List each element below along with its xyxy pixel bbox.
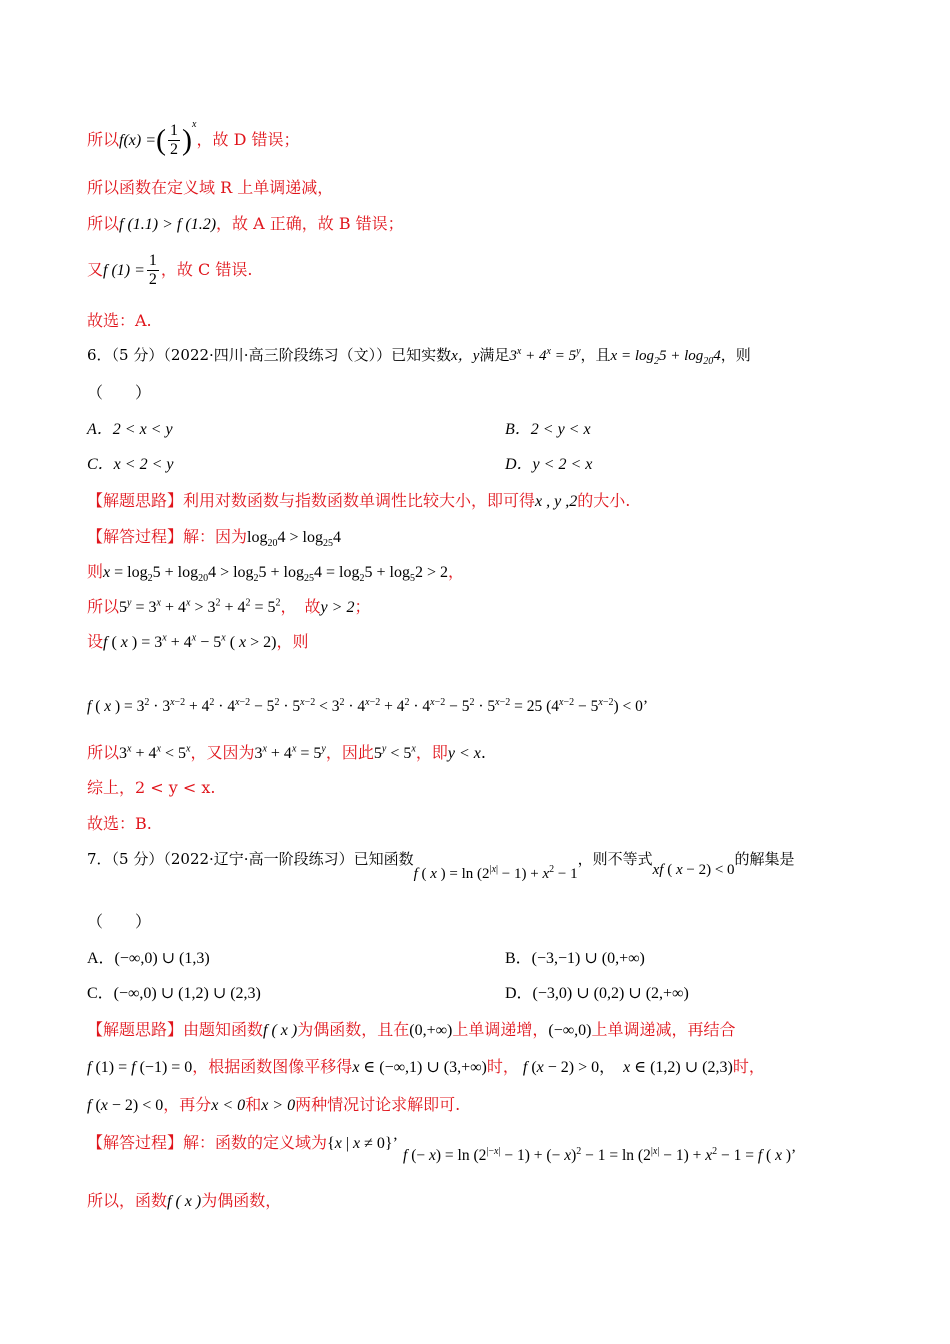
process-text: 解：函数的定义域为 [183,1133,328,1152]
question-7-header: 7．（5 分）（2022·辽宁·高一阶段练习）已知函数 [87,850,414,868]
question-7-idea [87,1019,863,1042]
denominator: 2 [170,141,179,158]
text-so-function: 所以，函数 [87,1191,168,1210]
text-so-2: ， 故 [280,597,321,616]
left-paren: ( [156,123,167,157]
solution-line-compare [87,213,863,236]
text-namely: ，即 [415,743,448,762]
idea-text-1: 由题知函数 [183,1020,264,1039]
exponent-x: x [192,118,197,130]
math-f1: f (1) = f (−1) = 0 [87,1059,193,1076]
idea-text: 利用对数函数与指数函数单调性比较大小，即可得 [183,491,536,510]
right-paren: ) [182,123,193,157]
math-fn-def: f ( x ) = $\ln (2^{|x|} - 1) + x^2 - 1$ [413,864,578,882]
answer-q5: 故选：A. [87,311,152,330]
solution-line-f1 [87,250,863,290]
question-6-idea [87,490,863,513]
question-7-stem [87,848,863,888]
math-eq: ) = [135,132,157,149]
math-range-2: x ∈ (1,2) ∪ (2,3) [623,1059,733,1076]
text-d-wrong: ，故 D 错误； [196,130,300,149]
idea-end: 的大小. [577,491,631,510]
idea-tag: 【解题思路】 [87,491,184,510]
idea-text-2: 为偶函数，且在 [297,1020,410,1039]
math-y-gt-2: y > 2 [320,599,355,616]
option-a-text: A．2 < x < y [87,421,173,438]
option-7c [87,983,863,1005]
text-is-even: 为偶函数， [201,1191,282,1210]
text-then: 则 [87,562,104,581]
math-step-2: $5^y = 3^x + 4^x > 3^2 + 4^2 = 5^2$ [119,597,281,616]
text-and: ，且 [580,346,611,364]
idea-text-3: 上单调递增， [452,1020,549,1039]
question-6-stem [87,344,863,367]
text-a-correct: ，故 A 正确，故 B 错误； [216,214,404,233]
summary-text: 综上，2 < y < x. [87,778,216,797]
math-fx: f ( x ) [263,1022,298,1039]
text-also: 又 [87,260,104,279]
math-log-compare: $\log_{20}4 > \log_{25}4$ [247,529,341,550]
option-a-text: A．(−∞,0) ∪ (1,3) [87,950,210,967]
option-7d: D．(−3,0) ∪ (0,2) ∪ (2,+∞) [505,985,689,1002]
math-vars: x，y [451,348,480,364]
math-paren: ( [123,132,129,149]
option-6b: B．2 < y < x [505,421,591,438]
text-therefore: ，因此 [325,743,374,762]
math-f11-gt-f12: f (1.1) > f (1.2) [119,216,217,233]
question-7-even [87,1190,863,1213]
step-5 [87,742,863,765]
step-2 [87,596,863,619]
text-and: 和 [245,1095,262,1114]
text-satisfy: 满足 [479,346,510,364]
punct: ； [354,597,371,616]
option-c-text: C．(−∞,0) ∪ (1,2) ∪ (2,3) [87,985,261,1002]
idea-text-4: 上单调递减，再结合 [591,1020,736,1039]
option-7a [87,948,863,970]
text-when: 时， [486,1057,519,1076]
math-x-log: $x = \log_25 + \log_{20}4$ [610,348,721,367]
math-step-3: f ( x ) = $3^x + 4^x - 5^x$ ( x > 2) [103,632,277,651]
text-so: 所以 [87,130,120,149]
numerator: 1 [170,122,179,139]
idea-tag: 【解题思路】 [87,1020,184,1039]
math-f1-eq: f (1) = [103,262,145,279]
question-7-idea-2 [87,1056,863,1079]
step-4-inequality: f ( x ) = $3^2 \cdot 3^{x-2} + 4^2 \cdot 4^{x-2} - 5^2 \cdot 5^{x-2} < 3^2 \cdot 4^{x-2} + 4^2 \cdot 4^{x-2} - 5^2 \cdot 5^{x-2} = 25$ $(4^{x-2} - 5^{x-2}) < 0$’ [87,696,649,715]
math-3x4x-eq-5y: $3^x + 4^x = 5^y$ [254,743,326,762]
text-so: 所以 [87,743,120,762]
answer-q6: 故选：B. [87,814,152,833]
option-6a [87,419,863,441]
text-shift: ，根据函数图像平移得 [192,1057,353,1076]
question-6-process [87,526,863,549]
math-x-lt-0: x < 0 [211,1097,246,1114]
solution-line-f-equals-half-power-x [87,118,863,162]
text-then: ，则 [720,346,751,364]
text-c-wrong: ，故 C 错误. [160,260,253,279]
text-when-2: 时， [732,1057,765,1076]
text-two-cases: 两种情况讨论求解即可. [295,1095,461,1114]
math-f: f [119,132,124,149]
math-0-inf: (0,+∞) [409,1022,453,1039]
math-domain: {x | x ≠ 0}’ [327,1135,398,1152]
math-fx2-lt-0: f (x − 2) < 0 [87,1097,164,1114]
question-7-process [87,1132,863,1168]
math-step-1: $x = \log_25 + \log_{20}4 > \log_25 + \log_{25}4 = \log_25 + \log_52 > 2$ [103,564,448,585]
denominator: 2 [148,271,157,288]
math-3x4x-lt-5x: $3^x + 4^x < 5^x$ [119,743,191,762]
text-inequality: ，则不等式 [577,850,653,868]
option-6c [87,454,863,476]
step-3 [87,631,863,654]
text-so: 所以 [87,214,120,233]
step-6-summary [87,777,863,799]
option-7b: B．(−3,−1) ∪ (0,+∞) [505,950,645,967]
text-so: 所以 [87,597,120,616]
math-x-gt-0: x > 0 [261,1097,296,1114]
text-let: 设 [87,632,104,651]
fraction-one-half [168,122,180,159]
question-6-paren: （ ） [87,383,152,402]
math-even-check: f (− $x) = \ln (2^{|-x|} - 1)$ + (− $x)^2 - 1 = \ln (2^{|x|} - 1) + x^2 - 1 = f$ ( x )’ [403,1145,797,1164]
process-tag: 【解答过程】 [87,1133,184,1152]
text-solution-set: 的解集是 [734,850,795,868]
math-range-1: x ∈ (−∞,1) ∪ (3,+∞) [352,1059,487,1076]
math-fx2-gt-0: f (x − 2) > 0， [522,1059,624,1076]
fraction-one-half [147,252,159,289]
idea-vars: x , y ,2 [535,493,578,510]
question-7-paren: （ ） [87,912,152,931]
math-fx: f ( x ) [167,1193,202,1210]
option-6d: D．y < 2 < x [505,456,593,473]
numerator: 1 [148,252,157,269]
question-7-idea-3 [87,1094,863,1117]
math-f-of-x [119,132,156,149]
question-6-header: 6．（5 分）（2022·四川·高三阶段练习（文））已知实数 [87,346,452,364]
math-y-lt-x: y < x [447,745,481,762]
text-also-because: ，又因为 [190,743,255,762]
punct: . [480,743,486,762]
math-5y-lt-5x: $5^y < 5^x$ [373,743,416,762]
math-neginf-0: (−∞,0) [548,1022,592,1039]
math-ineq: xf ( x − 2) < 0 [652,862,735,878]
step-1 [87,561,863,584]
math-x: x [128,132,136,149]
process-tag: 【解答过程】 [87,527,184,546]
math-eq-3x4x5y: $3^x + 4^x = 5^y$ [509,346,581,364]
option-c-text: C．x < 2 < y [87,456,174,473]
process-text: 解：因为 [183,527,248,546]
punct: ， [447,562,464,581]
solution-line-monotone: 所以函数在定义域 R 上单调递减， [87,178,334,197]
text-then-split: ，再分 [163,1095,212,1114]
text-then: ，则 [276,632,309,651]
